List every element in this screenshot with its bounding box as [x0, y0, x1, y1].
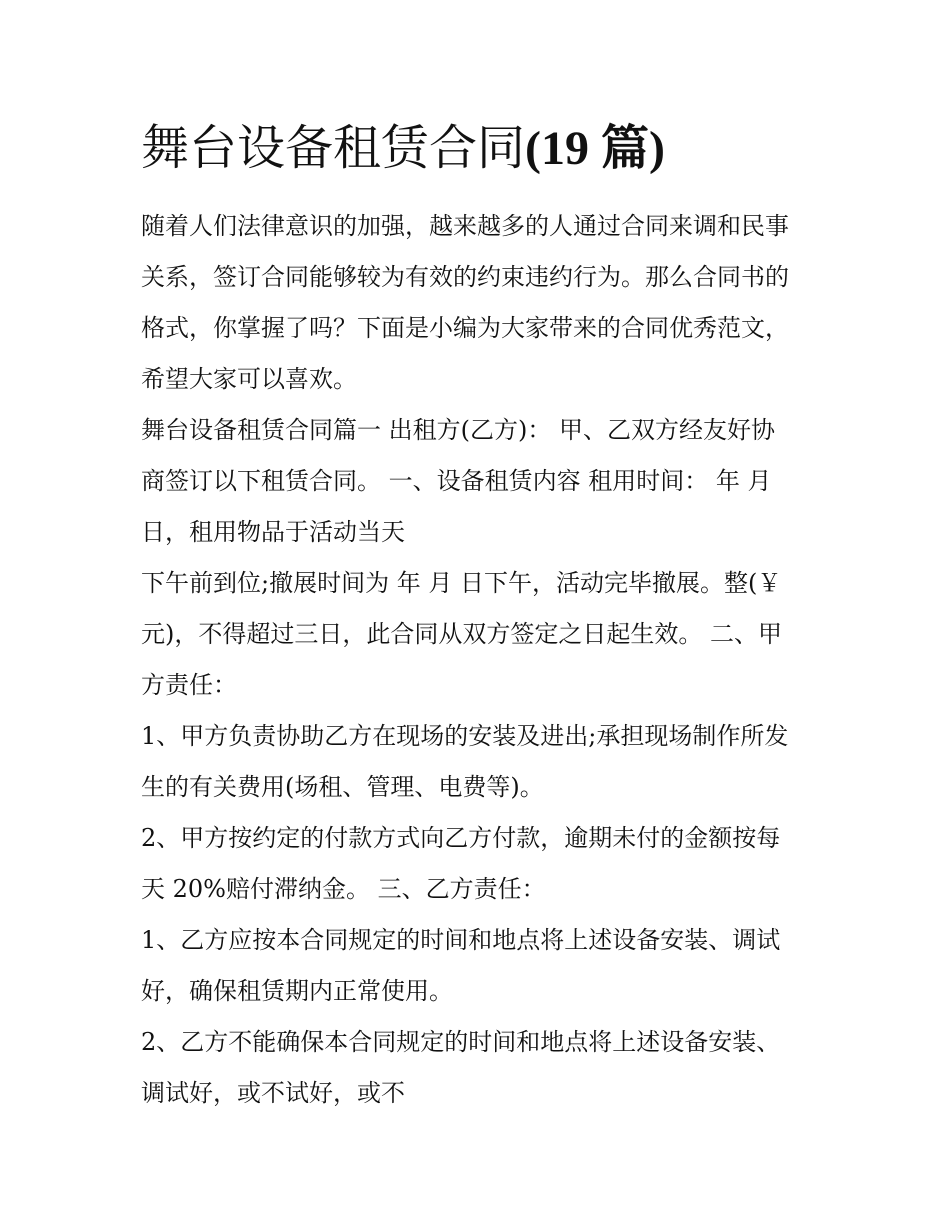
- text-line: 下午前到位;撤展时间为 年 月 日下午，活动完毕撤展。整(￥: [141, 569, 782, 597]
- text-line: 随着人们法律意识的加强，越来越多的人通过合同来调和民事: [141, 212, 789, 240]
- text-line: 格式，你掌握了吗？下面是小编为大家带来的合同优秀范文，: [141, 314, 789, 342]
- document-content: [141, 116, 821, 1119]
- text-line: 生的有关费用(场租、管理、电费等)。: [141, 773, 544, 801]
- text-line: 2、甲方按约定的付款方式向乙方付款，逾期未付的金额按每: [141, 824, 781, 852]
- text-line: 方责任：: [141, 671, 237, 699]
- text-line: 希望大家可以喜欢。: [141, 365, 357, 393]
- text-line: 天 20%赔付滞纳金。 三、乙方责任：: [141, 875, 546, 903]
- text-line: 元)，不得超过三日，此合同从双方签定之日起生效。 二、甲: [141, 620, 782, 648]
- title-count: (19 篇): [525, 122, 665, 175]
- text-line: 1、乙方应按本合同规定的时间和地点将上述设备安装、调试: [141, 926, 781, 954]
- text-line: 调试好，或不试好，或不: [141, 1079, 405, 1107]
- text-line: 1、甲方负责协助乙方在现场的安装及进出;承担现场制作所发: [141, 722, 789, 750]
- text-line: 2、乙方不能确保本合同规定的时间和地点将上述设备安装、: [141, 1028, 781, 1056]
- document-title: [141, 116, 821, 181]
- document-body: [141, 201, 821, 1119]
- text-line: 商签订以下租赁合同。 一、设备租赁内容 租用时间： 年 月: [141, 467, 772, 495]
- text-line: 好，确保租赁期内正常使用。: [141, 977, 453, 1005]
- text-line: 关系，签订合同能够较为有效的约束违约行为。那么合同书的: [141, 263, 789, 291]
- text-line: 舞台设备租赁合同篇一 出租方(乙方)： 甲、乙双方经友好协: [141, 416, 775, 444]
- title-text: 舞台设备租赁合同: [141, 120, 526, 176]
- text-line: 日，租用物品于活动当天: [141, 518, 405, 546]
